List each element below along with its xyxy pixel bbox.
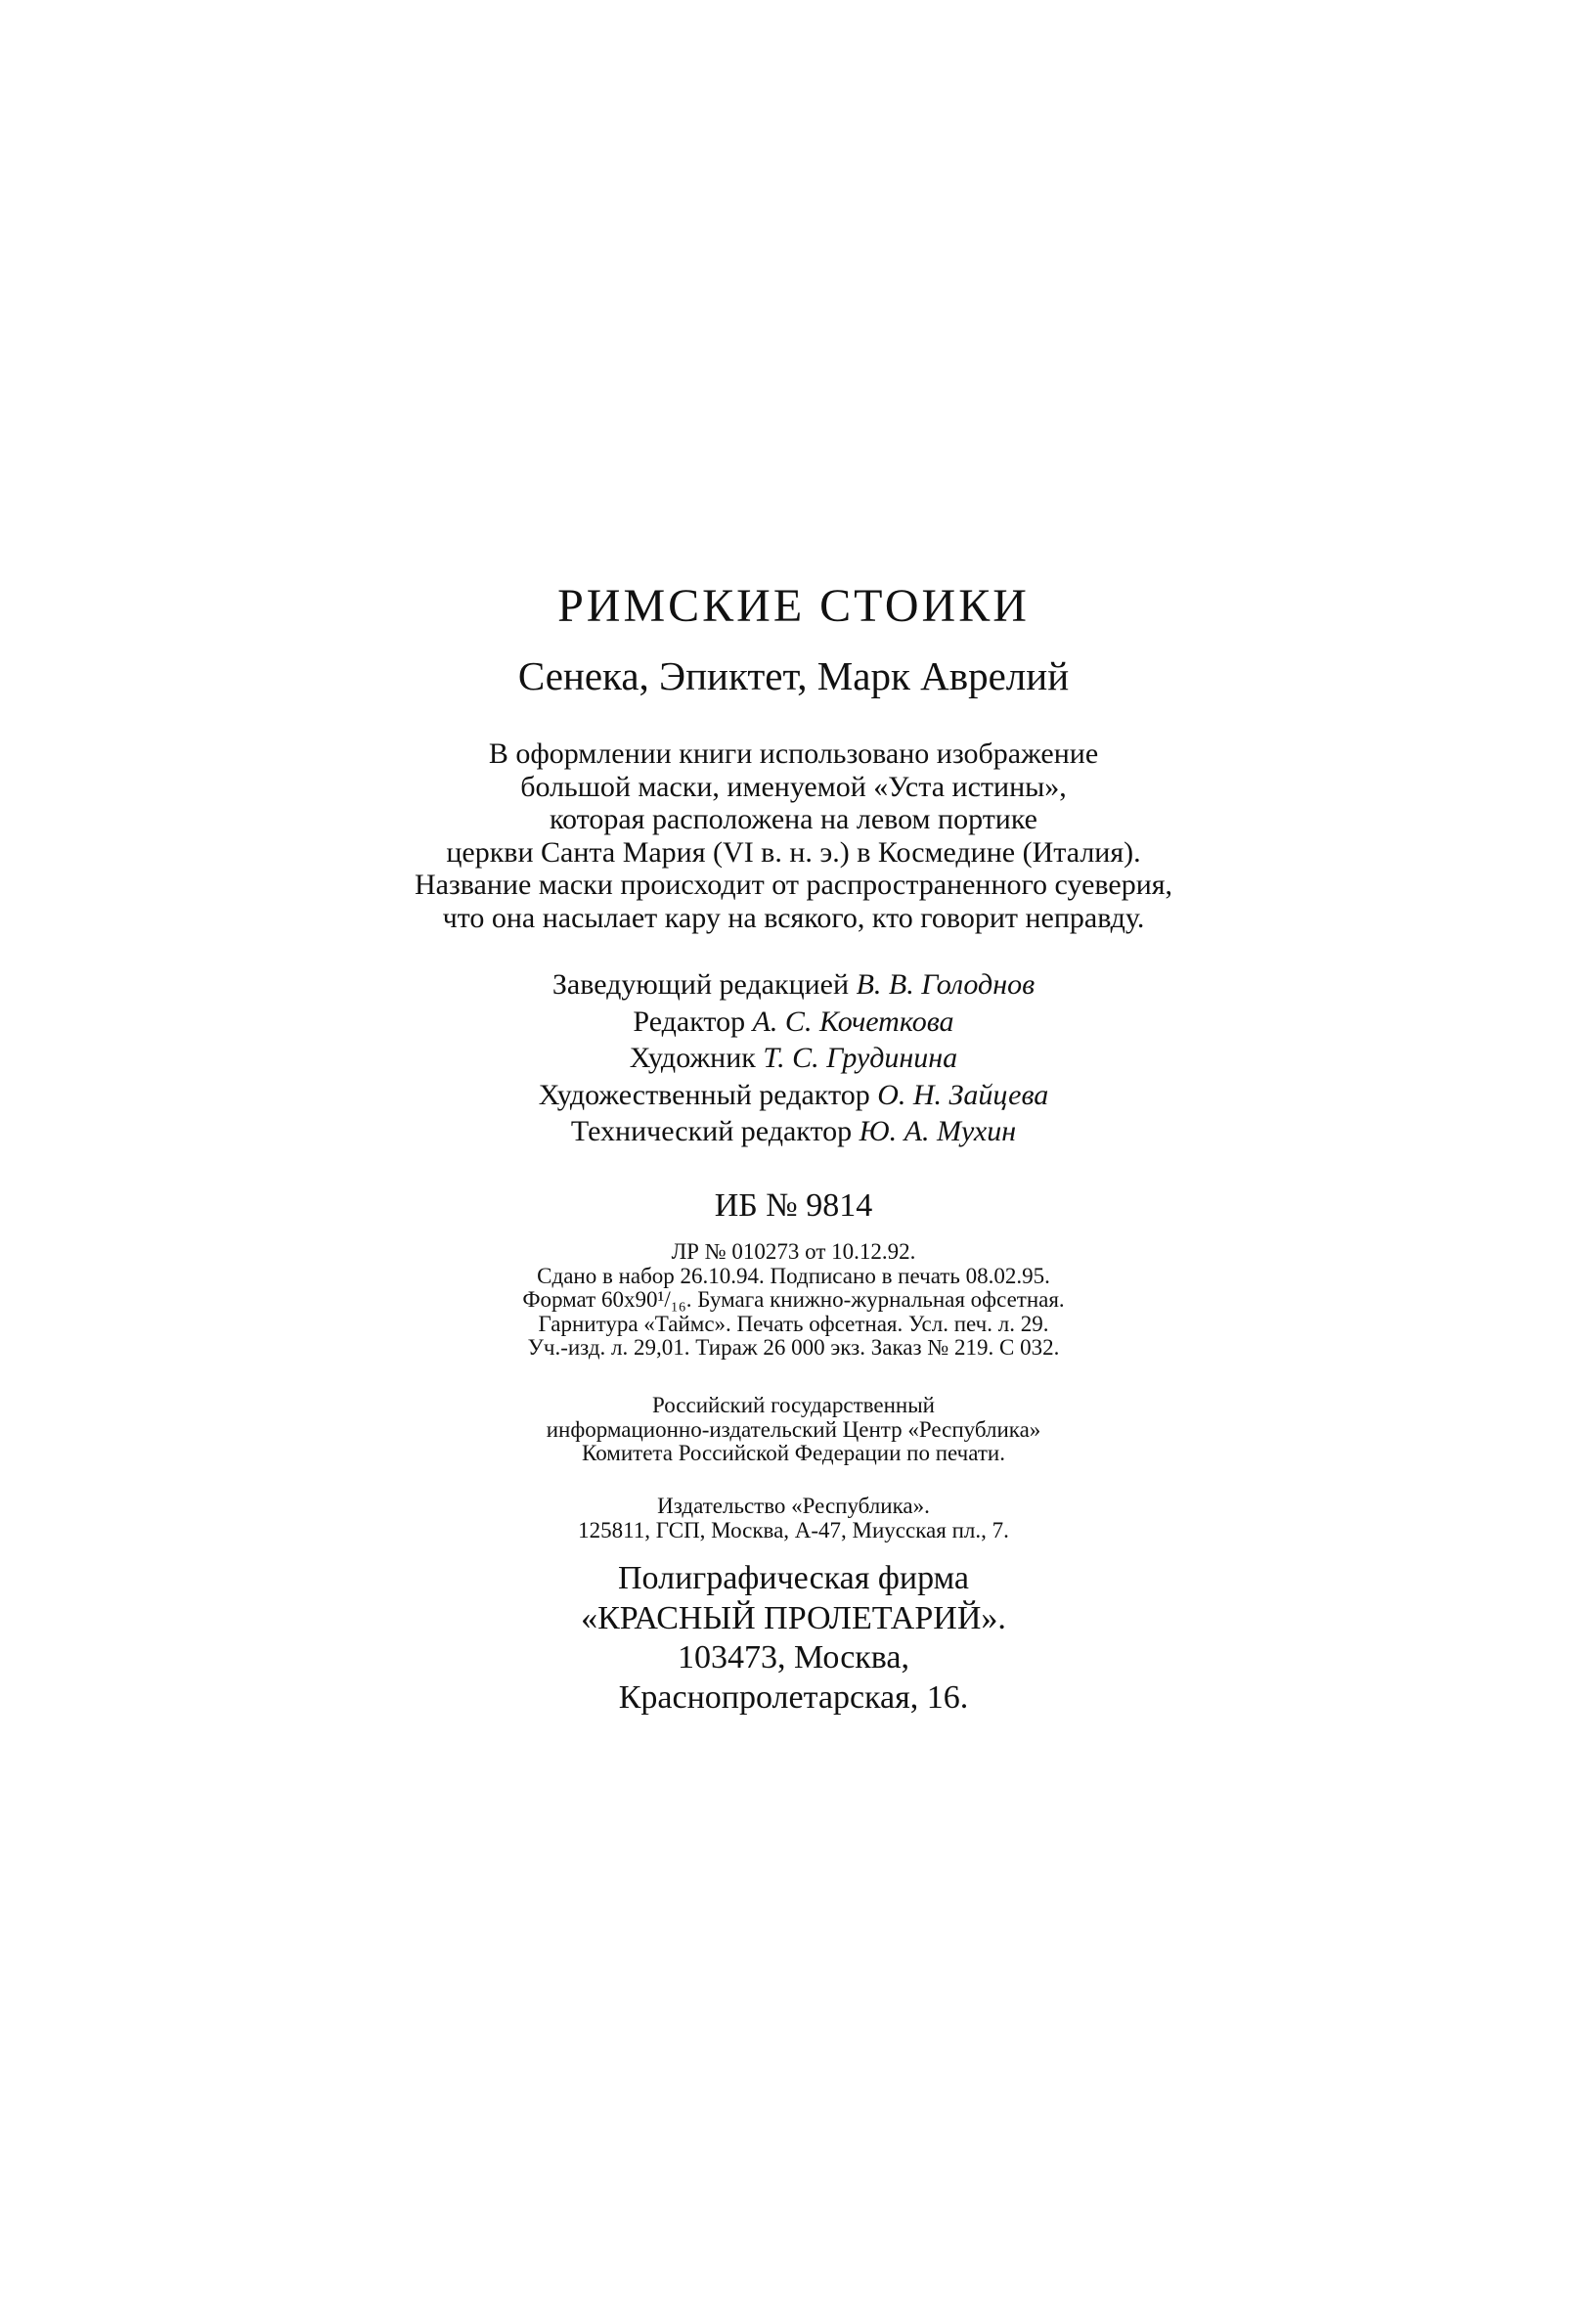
staff-name: Ю. А. Мухин <box>859 1115 1017 1147</box>
cover-note-line: которая расположена на левом портике <box>549 803 1037 835</box>
organization-line: Комитета Российской Федерации по печати. <box>582 1441 1005 1465</box>
cover-note <box>0 737 1587 934</box>
subtitle-text: Сенека, Эпиктет, Марк Аврелий <box>517 653 1070 698</box>
cover-note-line: В оформлении книги использовано изображение <box>488 737 1099 770</box>
editorial-staff <box>0 966 1587 1150</box>
staff-entry <box>0 1113 1587 1150</box>
book-title <box>0 577 1587 636</box>
staff-name: О. Н. Зайцева <box>877 1078 1049 1111</box>
cover-note-line: церкви Санта Мария (VI в. н. э.) в Космедине (Италия). <box>446 835 1141 869</box>
staff-entry <box>0 966 1587 1004</box>
ib-number <box>0 1184 1587 1228</box>
cover-note-line: Название маски происходит от распространенного суеверия, <box>414 869 1173 901</box>
organization-line: Российский государственный <box>652 1393 935 1417</box>
staff-entry <box>0 1004 1587 1041</box>
staff-entry <box>0 1040 1587 1077</box>
print-details-line: Формат 60x90¹/₁₆. Бумага книжно-журнальная офсетная. <box>522 1287 1065 1312</box>
publisher-line: 125811, ГСП, Москва, А-47, Миусская пл., 7. <box>578 1518 1009 1542</box>
staff-role: Технический редактор <box>570 1115 853 1147</box>
print-details-line: Уч.-изд. л. 29,01. Тираж 26 000 экз. Заказ № 219. С 032. <box>527 1335 1060 1360</box>
publisher <box>0 1494 1587 1542</box>
print-details-line: Сдано в набор 26.10.94. Подписано в печать 08.02.95. <box>537 1263 1050 1288</box>
printing-house-line: «КРАСНЫЙ ПРОЛЕТАРИЙ». <box>581 1599 1006 1636</box>
printing-house <box>0 1559 1587 1718</box>
cover-note-line: большой маски, именуемой «Уста истины», <box>520 770 1067 803</box>
book-subtitle <box>0 649 1587 702</box>
staff-role: Художественный редактор <box>538 1078 870 1111</box>
printing-house-line: Полиграфическая фирма <box>618 1560 969 1596</box>
title-text: РИМСКИЕ СТОИКИ <box>557 580 1030 632</box>
staff-name: А. С. Кочеткова <box>752 1005 954 1038</box>
printing-house-line: Краснопролетарская, 16. <box>618 1678 969 1716</box>
ib-number-text: ИБ № 9814 <box>714 1187 873 1224</box>
organization <box>0 1394 1587 1466</box>
print-details <box>0 1240 1587 1361</box>
printing-house-line: 103473, Москва, <box>677 1639 910 1676</box>
staff-name: Т. С. Грудинина <box>763 1042 958 1074</box>
print-details-line: Гарнитура «Таймс». Печать офсетная. Усл. печ. л. 29. <box>538 1311 1049 1336</box>
print-details-line: ЛР № 010273 от 10.12.92. <box>671 1239 916 1264</box>
staff-role: Редактор <box>633 1005 746 1038</box>
organization-line: информационно-издательский Центр «Республика» <box>546 1416 1041 1442</box>
staff-entry <box>0 1077 1587 1114</box>
publisher-line: Издательство «Республика». <box>657 1494 930 1518</box>
cover-note-line: что она насылает кару на всякого, кто говорит неправду. <box>442 901 1145 934</box>
staff-role: Художник <box>629 1042 756 1074</box>
staff-name: В. В. Голоднов <box>856 968 1036 1001</box>
staff-role: Заведующий редакцией <box>551 968 850 1001</box>
